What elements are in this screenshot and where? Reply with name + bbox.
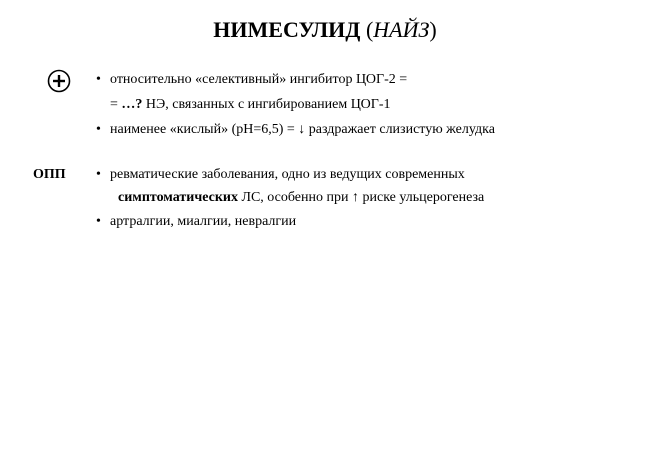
property-text-prefix: = <box>110 97 122 112</box>
property-text-bold: …? <box>121 97 143 112</box>
title-open-paren: ( <box>365 17 374 42</box>
page-title <box>0 16 650 44</box>
indication-text: ревматические заболевания, одно из ведущих современных <box>110 167 465 182</box>
property-text-rest: НЭ, связанных с ингибированием ЦОГ-1 <box>142 97 391 112</box>
property-item-selectivity <box>110 71 407 89</box>
property-item-acidity <box>110 121 495 139</box>
property-text: наименее «кислый» (рН=6,5) = ↓ раздражает слизистую желудка <box>110 122 495 137</box>
bullet: • <box>96 214 101 229</box>
indication-item-rheumatic-cont <box>118 189 484 207</box>
indication-text-rest: ЛС, особенно при ↑ риске ульцерогенеза <box>237 190 485 205</box>
indications-label: ОПП <box>33 167 66 182</box>
bullet: • <box>96 167 101 182</box>
bullet: • <box>96 72 101 87</box>
indication-text: артралгии, миалгии, невралгии <box>110 214 297 229</box>
drug-class: НАЙЗ <box>373 17 430 42</box>
title-close-paren: ) <box>429 17 437 42</box>
indication-item-pain <box>110 213 296 231</box>
plus-circle-icon <box>47 69 71 93</box>
bullet: • <box>96 122 101 137</box>
drug-name: НИМЕСУЛИД <box>213 17 361 42</box>
property-item-selectivity-cont <box>110 96 391 114</box>
indication-text-bold: симптоматических <box>118 190 238 205</box>
property-text: относительно «селективный» ингибитор ЦОГ-2 = <box>110 72 408 87</box>
indication-item-rheumatic <box>110 166 465 184</box>
